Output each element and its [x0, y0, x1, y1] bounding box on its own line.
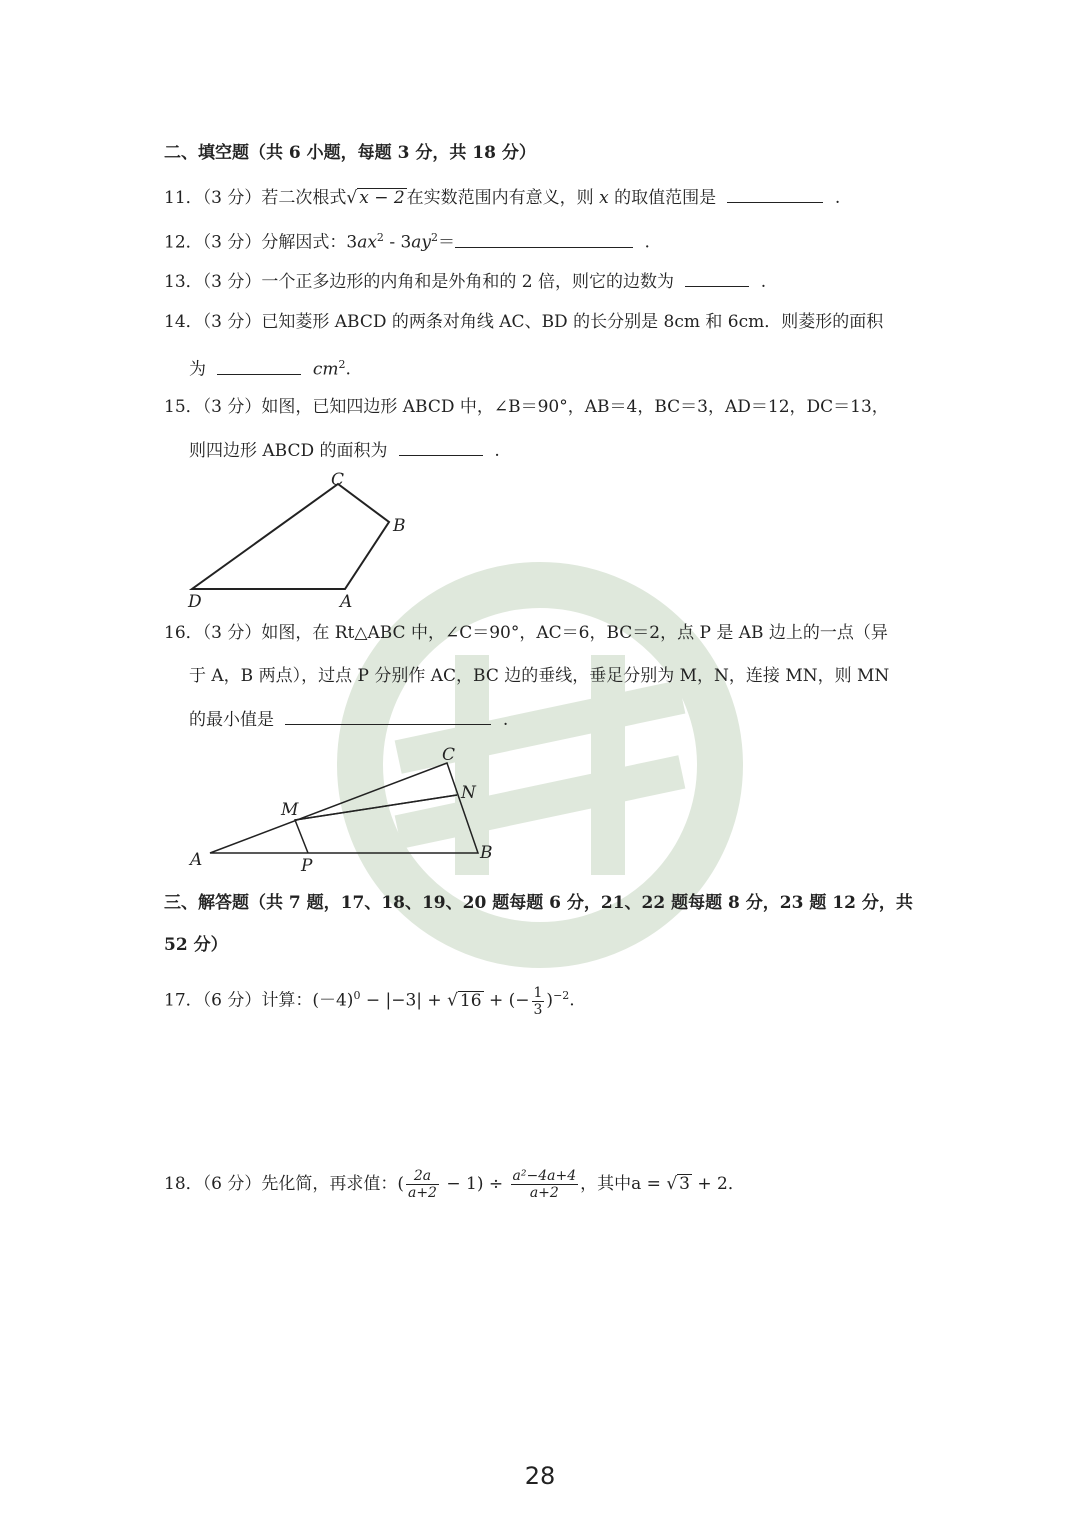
answer-blank-15[interactable]: [399, 437, 483, 456]
label-b: B: [393, 516, 406, 536]
section3-heading-line2: 52 分）: [164, 935, 228, 955]
question-11: 11．（3 分）若二次根式√ x − 2 在实数范围内有意义，则 x 的取值范围是 .: [164, 184, 840, 210]
question-14-line1: 14．（3 分）已知菱形 ABCD 的两条对角线 AC、BD 的长分别是 8cm 和 6cm．则菱形的面积: [164, 312, 884, 332]
label-m: M: [281, 800, 299, 820]
question-18: 18．（6 分）先化简，再求值：( $\frac{2a}{a+2}$ − 1) ÷ $\frac{\text{a²−4a+4}}{a+2}$ ，其中a = √ 3 + 2．: [164, 1168, 745, 1201]
quadrilateral-figure: [180, 465, 430, 615]
label-n: N: [461, 783, 476, 803]
answer-blank-16[interactable]: [285, 706, 491, 725]
label-b: B: [480, 843, 493, 863]
label-c: C: [442, 745, 456, 765]
section2-heading: 二、填空题（共 6 小题，每题 3 分，共 18 分）: [164, 143, 536, 163]
triangle-figure: [180, 740, 510, 880]
answer-blank-11[interactable]: [727, 184, 823, 203]
label-d: D: [188, 592, 202, 612]
section3-heading-line1: 三、解答题（共 7 题，17、18、19、20 题每题 6 分，21、22 题每题 8 分，23 题 12 分，共: [164, 893, 913, 913]
label-p: P: [301, 856, 313, 876]
label-a: A: [340, 592, 353, 612]
answer-blank-13[interactable]: [685, 268, 749, 287]
question-16-line3: 的最小值是 .: [189, 706, 508, 732]
question-15-line1: 15．（3 分）如图，已知四边形 ABCD 中，∠B＝90°，AB＝4，BC＝3，AD＝12，DC＝13，: [164, 397, 889, 417]
question-12: 12．（3 分）分解因式：$3ax^2 - 3ay^2=$ .: [164, 226, 650, 255]
question-13: 13．（3 分）一个正多边形的内角和是外角和的 2 倍，则它的边数为 .: [164, 268, 766, 294]
question-17: 17．（6 分）计算：$(-4)^0 - |-3|$ + √ 16 + (− $\frac{1}{3}$ )$^{-2}$.: [164, 984, 575, 1018]
label-a: A: [190, 850, 203, 870]
question-15-line2: 则四边形 ABCD 的面积为 .: [189, 437, 500, 463]
question-16-line1: 16．（3 分）如图，在 Rt△ABC 中，∠C＝90°，AC＝6，BC＝2，点 P 是 AB 边上的一点（异: [164, 623, 888, 643]
question-16-line2: 于 A，B 两点），过点 P 分别作 AC，BC 边的垂线，垂足分别为 M，N，连接 MN，则 MN: [189, 666, 890, 686]
label-c: C: [331, 470, 345, 490]
answer-blank-12[interactable]: [455, 229, 633, 248]
question-14-line2: 为 $cm^2$.: [189, 353, 351, 382]
answer-blank-14[interactable]: [217, 356, 301, 375]
page-number: 28: [524, 1462, 556, 1490]
